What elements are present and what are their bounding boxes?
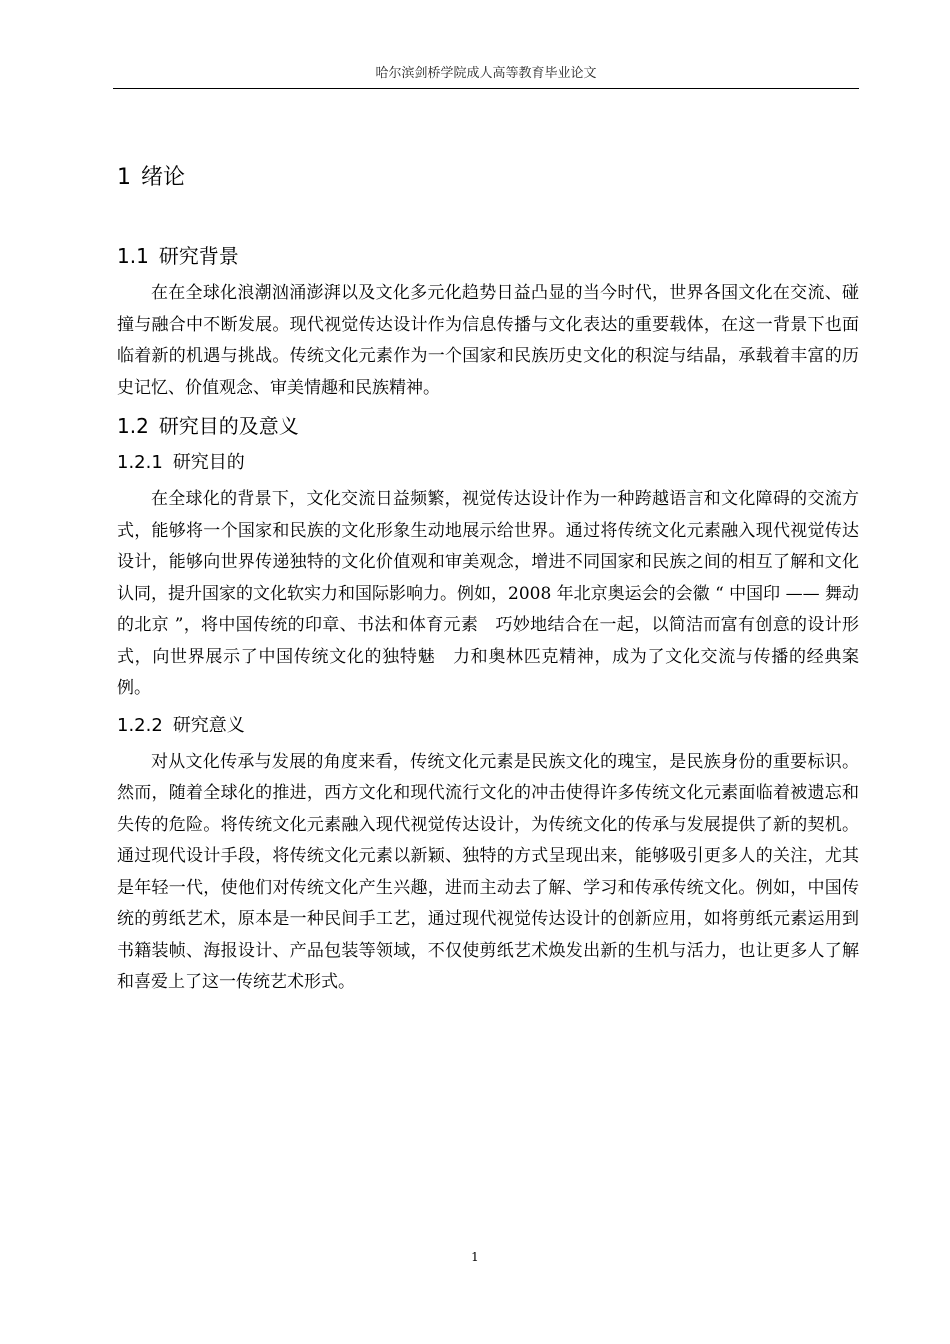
background-paragraph: 在在全球化浪潮汹涌澎湃以及文化多元化趋势日益凸显的当今时代，世界各国文化在交流、碰撞与融合中不断发展。现代视觉传达设计作为信息传播与文化表达的重要载体，在这一背景下也面临着新的机遇与挑战。传统文化元素作为一个国家和民族历史文化的积淀与结晶，承载着丰富的历史记忆、价值观念、审美情趣和民族精神。 — [117, 283, 859, 398]
section-number: 1.2 — [117, 414, 149, 438]
subsection-number: 1.2.2 — [117, 714, 163, 736]
chapter-heading — [117, 160, 859, 196]
significance-paragraph: 对从文化传承与发展的角度来看，传统文化元素是民族文化的瑰宝，是民族身份的重要标识。然而，随着全球化的推进，西方文化和现代流行文化的冲击使得许多传统文化元素面临着被遗忘和失传的危险。将传统文化元素融入现代视觉传达设计，为传统文化的传承与发展提供了新的契机。通过现代设计手段，将传统文化元素以新颖、独特的方式呈现出来，能够吸引更多人的关注，尤其是年轻一代，使他们对传统文化产生兴趣，进而主动去了解、学习和传承传统文化。例如，中国传统的剪纸艺术，原本是一种民间手工艺，通过现代视觉传达设计的创新应用，如将剪纸元素运用到书籍装帧、海报设计、产品包装等领域，不仅使剪纸艺术焕发出新的生机与活力，也让更多人了解和喜爱上了这一传统艺术形式。 — [117, 751, 859, 992]
subsection-heading-1-2-1 — [117, 448, 859, 478]
subsection-title: 研究意义 — [172, 714, 245, 736]
header-rule — [113, 88, 859, 89]
purpose-paragraph: 在全球化的背景下，文化交流日益频繁，视觉传达设计作为一种跨越语言和文化障碍的交流方式，能够将一个国家和民族的文化形象生动地展示给世界。通过将传统文化元素融入现代视觉传达设计，能够向世界传递独特的文化价值观和审美观念，增进不同国家和民族之间的相互了解和文化认同，提升国家的文化软实力和国际影响力。例如，2008 年北京奥运会的会徽 “ 中国印 —— 舞动的北京 ”，将中国传统的印章、书法和体育元素 巧妙地结合在一起，以简洁而富有创意的设计形式，向世界展示了中国传统文化的独特魅 力和奥林匹克精神，成为了文化交流与传播的经典案例。 — [117, 489, 859, 698]
section-heading-1-2 — [117, 410, 859, 442]
chapter-title: 绪论 — [141, 165, 186, 190]
subsection-number: 1.2.1 — [117, 452, 163, 473]
page-number: 1 — [471, 1250, 479, 1264]
section-title: 研究背景 — [158, 244, 239, 268]
subsection-heading-1-2-2 — [117, 711, 859, 741]
section-title: 研究目的及意义 — [158, 414, 299, 438]
page-body — [117, 160, 859, 1005]
section-number: 1.1 — [117, 244, 149, 268]
chapter-number: 1 — [117, 165, 131, 190]
subsection-title: 研究目的 — [172, 452, 245, 473]
running-header: 哈尔滨剑桥学院成人高等教育毕业论文 — [375, 66, 597, 81]
section-heading-1-1 — [117, 240, 859, 272]
